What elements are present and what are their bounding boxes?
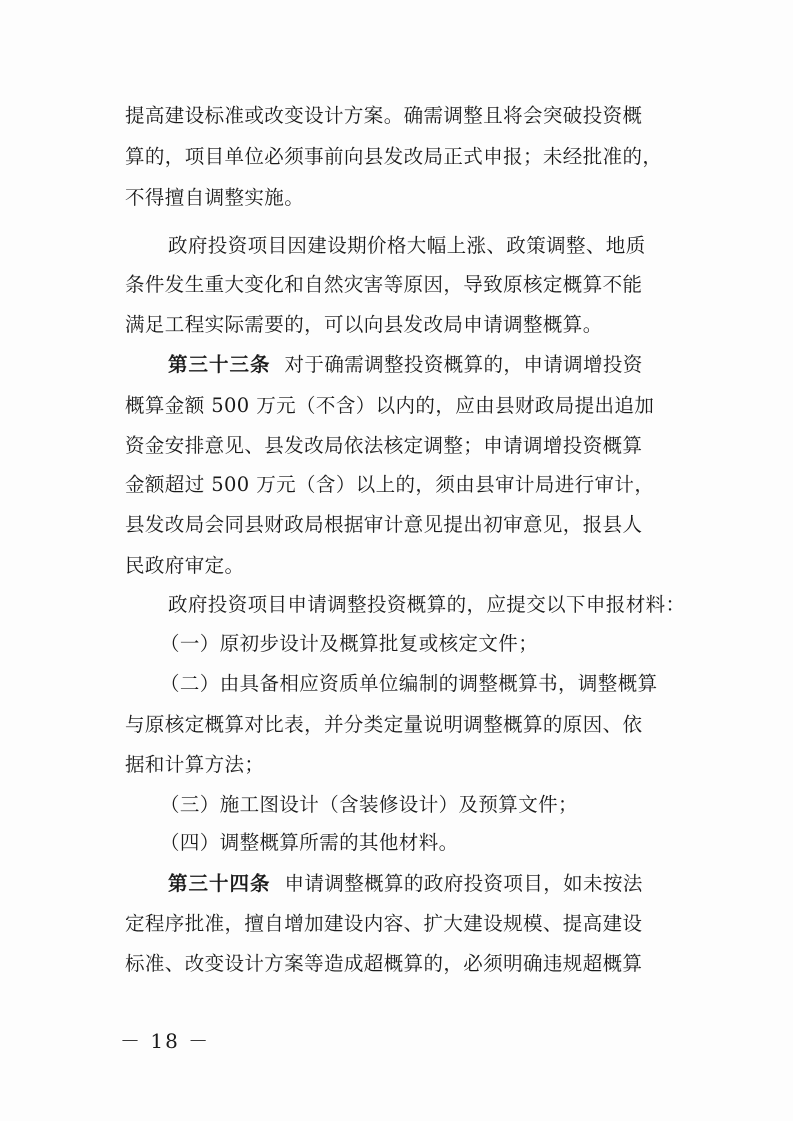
- text-line: 条件发生重大变化和自然灾害等原因，导致原核定概算不能: [125, 273, 643, 296]
- text-line: 据和计算方法；: [125, 753, 265, 776]
- article-heading: 第三十四条: [168, 872, 271, 895]
- article-heading: 第三十三条: [168, 353, 271, 376]
- text-line: 政府投资项目申请调整投资概算的，应提交以下申报材料：: [168, 593, 685, 616]
- text-line: 金额超过 500 万元（含）以上的，须由县审计局进行审计，: [125, 473, 655, 496]
- text-line: 与原核定概算对比表，并分类定量说明调整概算的原因、依: [125, 713, 643, 736]
- text-line: 定程序批准，擅自增加建设内容、扩大建设规模、提高建设: [125, 912, 643, 935]
- text-line: 县发改局会同县财政局根据审计意见提出初审意见，报县人: [125, 513, 643, 536]
- text-line: 概算金额 500 万元（不含）以内的，应由县财政局提出追加: [125, 394, 655, 417]
- text-line: 不得擅自调整实施。: [125, 186, 305, 209]
- page-number: － 18 －: [120, 1029, 211, 1053]
- article-line: [168, 352, 685, 378]
- text-line: 政府投资项目因建设期价格大幅上涨、政策调整、地质: [168, 234, 646, 257]
- text-line: 对于确需调整投资概算的，申请调增投资: [284, 353, 643, 376]
- text-line: 资金安排意见、县发改局依法核定调整；申请调增投资概算: [125, 434, 643, 457]
- text-line: 申请调整概算的政府投资项目，如未按法: [284, 872, 643, 895]
- list-item: （三）施工图设计（含装修设计）及预算文件；: [160, 793, 578, 816]
- list-item: （一）原初步设计及概算批复或核定文件；: [160, 632, 539, 655]
- article-line: [168, 871, 685, 897]
- text-line: 算的，项目单位必须事前向县发改局正式申报；未经批准的，: [125, 145, 663, 168]
- list-item: （四）调整概算所需的其他材料。: [160, 831, 459, 854]
- text-line: 提高建设标准或改变设计方案。确需调整且将会突破投资概: [125, 104, 643, 127]
- text-line: 满足工程实际需要的，可以向县发改局申请调整概算。: [125, 313, 603, 336]
- text-line: 标准、改变设计方案等造成超概算的，必须明确违规超概算: [125, 952, 643, 975]
- list-item: （二）由具备相应资质单位编制的调整概算书，调整概算: [160, 672, 658, 695]
- text-line: 民政府审定。: [125, 554, 245, 577]
